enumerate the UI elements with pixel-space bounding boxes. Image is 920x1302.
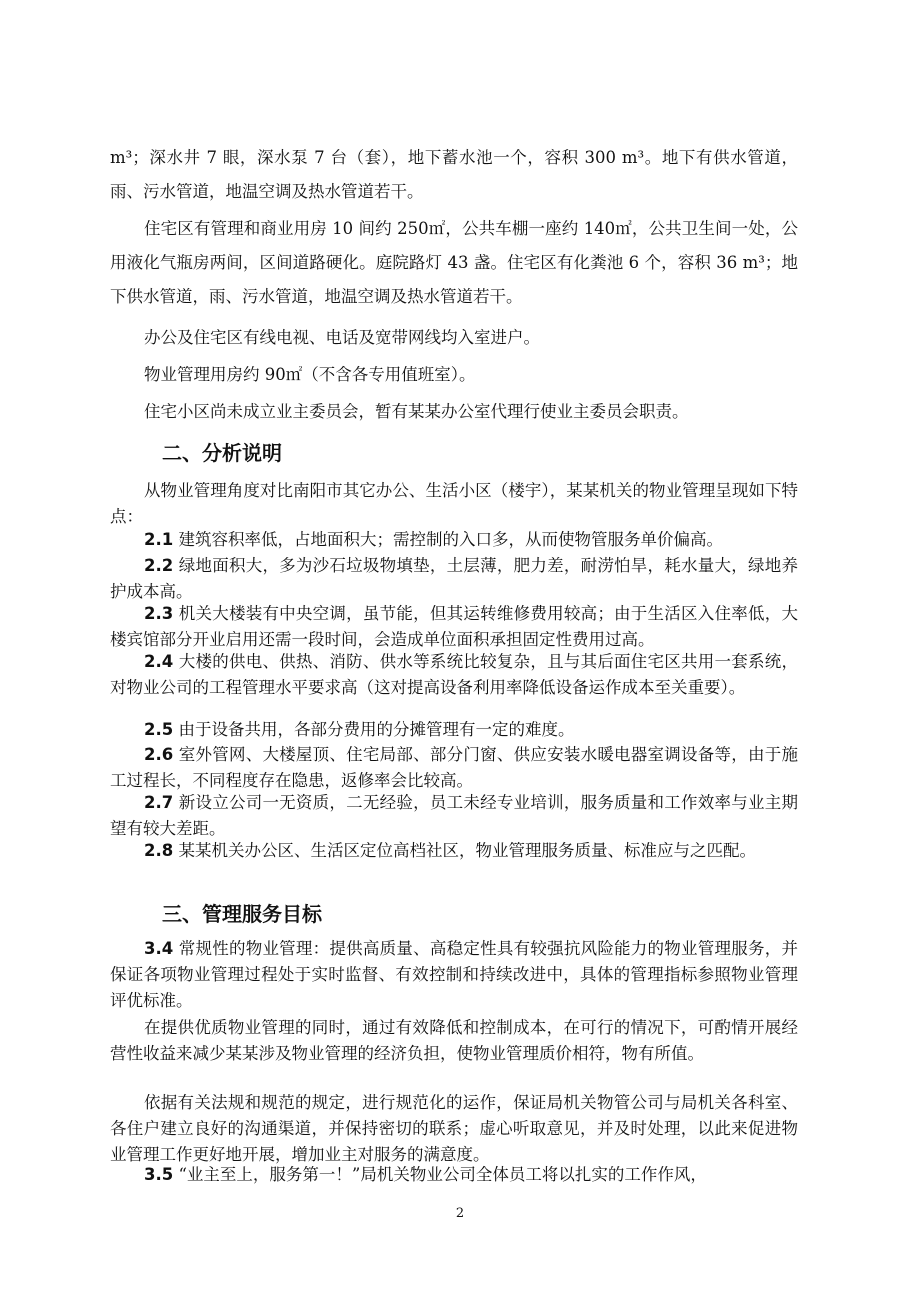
paragraph-regulations: 依据有关法规和规范的规定，进行规范化的运作，保证局机关物管公司与局机关各科室、各住户建立良好的沟通渠道，并保持密切的联系；虚心听取意见，并及时处理，以此来促进物业管理工作更好地开展，增加业主对服务的满意度。 — [110, 1093, 798, 1164]
paragraph-facilities-water: m³；深水井 7 眼，深水泵 7 台（套），地下蓄水池一个，容积 300 m³。地下有供水管道，雨、污水管道，地温空调及热水管道若干。 — [110, 148, 798, 201]
list-item-2-1 — [110, 527, 798, 553]
item-number: 2.6 — [144, 745, 174, 764]
paragraph-owners-committee: 住宅小区尚未成立业主委员会，暂有某某办公室代理行使业主委员会职责。 — [144, 402, 689, 421]
section-heading-objectives: 三、管理服务目标 — [162, 902, 322, 926]
list-item-2-2 — [110, 553, 798, 605]
list-item-2-5 — [110, 717, 798, 743]
list-item-2-4 — [110, 649, 798, 701]
item-text: 建筑容积率低，占地面积大；需控制的入口多，从而使物管服务单价偏高。 — [173, 530, 723, 549]
item-text: 绿地面积大，多为沙石垃圾物填垫，土层薄，肥力差，耐涝怕旱，耗水量大，绿地养护成本高。 — [110, 556, 798, 601]
item-number: 2.1 — [144, 530, 174, 549]
item-text: 常规性的物业管理：提供高质量、高稳定性具有较强抗风险能力的物业管理服务，并保证各项物业管理过程处于实时监督、有效控制和持续改进中，具体的管理指标参照物业管理评优标准。 — [110, 939, 798, 1010]
list-item-2-7 — [110, 790, 798, 842]
item-number: 2.4 — [144, 652, 174, 671]
section-heading-analysis: 二、分析说明 — [162, 441, 282, 465]
item-number: 3.4 — [144, 939, 174, 958]
list-item-2-3 — [110, 601, 798, 653]
item-text: 大楼的供电、供热、消防、供水等系统比较复杂，且与其后面住宅区共用一套系统，对物业公司的工程管理水平要求高（这对提高设备利用率降低设备运作成本至关重要）。 — [110, 652, 798, 697]
paragraph-cost-control: 在提供优质物业管理的同时，通过有效降低和控制成本，在可行的情况下，可酌情开展经营性收益来减少某某涉及物业管理的经济负担，使物业管理质价相符，物有所值。 — [110, 1018, 798, 1063]
paragraph-3-4 — [110, 936, 798, 1014]
item-text: 某某机关办公区、生活区定位高档社区，物业管理服务质量、标准应与之匹配。 — [173, 841, 756, 860]
list-item-2-8 — [110, 838, 798, 864]
list-item-2-6 — [110, 742, 798, 794]
item-text: 机关大楼装有中央空调，虽节能，但其运转维修费用较高；由于生活区入住率低，大楼宾馆部分开业启用还需一段时间，会造成单位面积承担固定性费用过高。 — [110, 604, 798, 649]
paragraph-residential-area: 住宅区有管理和商业用房 10 间约 250㎡，公共车棚一座约 140㎡，公共卫生间一处，公用液化气瓶房两间，区间道路硬化。庭院路灯 43 盏。住宅区有化粪池 6 个，容积 36 m³；地下供水管道，雨、污水管道，地温空调及热水管道若干。 — [110, 219, 798, 306]
item-text: 室外管网、大楼屋顶、住宅局部、部分门窗、供应安装水暖电器室调设备等，由于施工过程长，不同程度存在隐患，返修率会比较高。 — [110, 745, 798, 790]
item-text: 新设立公司一无资质，二无经验，员工未经专业培训，服务质量和工作效率与业主期望有较大差距。 — [110, 793, 798, 838]
paragraph-management-rooms: 物业管理用房约 90㎡（不含各专用值班室）。 — [144, 365, 476, 384]
paragraph-cable-network: 办公及住宅区有线电视、电话及宽带网线均入室进户。 — [144, 328, 540, 347]
paragraph-3-5 — [110, 1162, 798, 1188]
item-number: 2.8 — [144, 841, 174, 860]
item-number: 3.5 — [144, 1165, 174, 1184]
item-number: 2.5 — [144, 720, 174, 739]
item-number: 2.2 — [144, 556, 174, 575]
item-number: 2.7 — [144, 793, 174, 812]
item-text: 由于设备共用，各部分费用的分摊管理有一定的难度。 — [173, 720, 575, 739]
paragraph-analysis-intro: 从物业管理角度对比南阳市其它办公、生活小区（楼宇），某某机关的物业管理呈现如下特点： — [110, 481, 798, 526]
page-number: 2 — [455, 1206, 465, 1221]
item-number: 2.3 — [144, 604, 174, 623]
item-text: “业主至上，服务第一！”局机关物业公司全体员工将以扎实的工作作风， — [173, 1165, 707, 1184]
